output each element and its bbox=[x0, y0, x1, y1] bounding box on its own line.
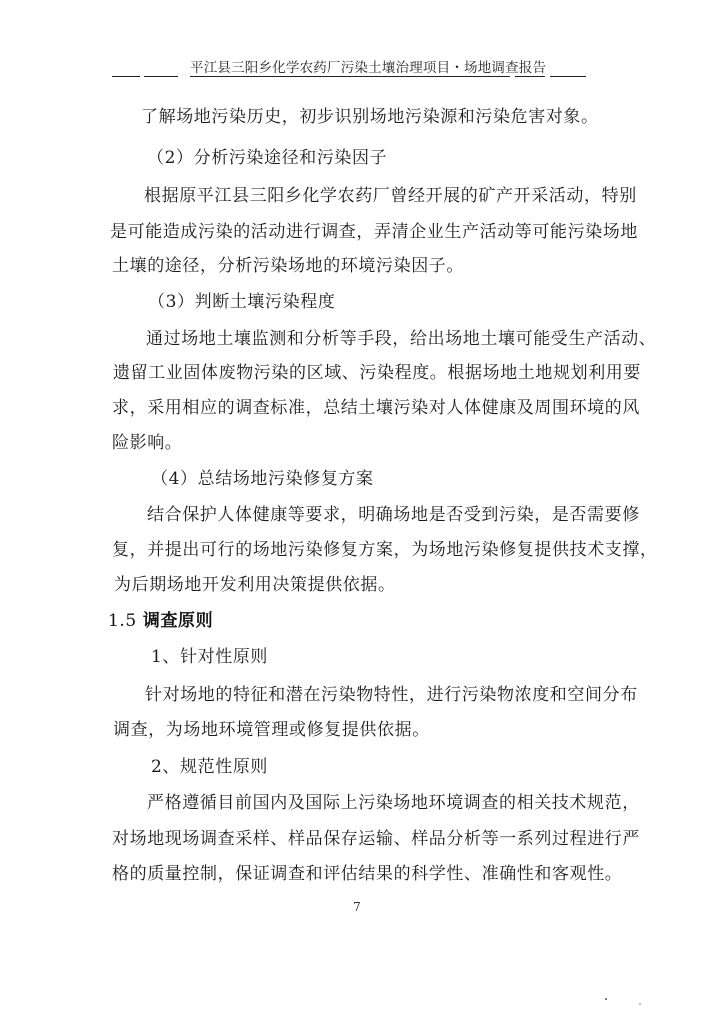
body-line: 求，采用相应的调查标准，总结土壤污染对人体健康及周围环境的风 bbox=[112, 398, 640, 418]
body-line: 通过场地土壤监测和分析等手段，给出场地土壤可能受生产活动、 bbox=[146, 329, 657, 349]
body-line: 针对场地的特征和潜在污染物特性，进行污染物浓度和空间分布 bbox=[145, 685, 638, 705]
body-line: 遗留工业固体废物污染的区域、污染程度。根据场地土地规划利用要 bbox=[113, 363, 641, 383]
body-line: 调查，为场地环境管理或修复提供依据。 bbox=[113, 720, 430, 740]
page-number: 7 bbox=[353, 900, 361, 914]
body-line: 为后期场地开发利用决策提供依据。 bbox=[114, 575, 396, 595]
section-title: 调查原则 bbox=[142, 611, 214, 631]
body-line: 对场地现场调查采样、样品保存运输、样品分析等一系列过程进行严 bbox=[112, 829, 640, 849]
subheading-line: 1、针对性原则 bbox=[151, 647, 269, 667]
body-line: 严格遵循目前国内及国际上污染场地环境调查的相关技术规范， bbox=[147, 793, 640, 813]
subheading-line: （4）总结场地污染修复方案 bbox=[151, 469, 374, 489]
body-line: 复，并提出可行的场地污染修复方案，为场地污染修复提供技术支撑， bbox=[112, 540, 658, 560]
running-header: 平江县三阳乡化学农药厂污染土壤治理项目・场地调查报告 bbox=[190, 60, 547, 76]
body-line: 根据原平江县三阳乡化学农药厂曾经开展的矿产开采活动，特别 bbox=[144, 186, 637, 206]
body-line: 结合保护人体健康等要求，明确场地是否受到污染，是否需要修 bbox=[147, 505, 640, 525]
section-number: 1.5 bbox=[108, 611, 137, 631]
body-line: 险影响。 bbox=[112, 433, 183, 453]
subheading-line: （2）分析污染途径和污染因子 bbox=[147, 148, 388, 168]
scan-speck bbox=[605, 998, 607, 1000]
subheading-line: （3）判断土壤污染程度 bbox=[148, 292, 336, 312]
scan-speck bbox=[639, 1003, 641, 1005]
subheading-line: 2、规范性原则 bbox=[151, 757, 269, 777]
body-line: 是可能造成污染的活动进行调查，弄清企业生产活动等可能污染场地 bbox=[110, 222, 638, 242]
body-line: 格的质量控制，保证调查和评估结果的科学性、准确性和客观性。 bbox=[112, 864, 623, 884]
body-line: 了解场地污染历史，初步识别场地污染源和污染危害对象。 bbox=[141, 107, 599, 127]
body-line: 土壤的途径，分析污染场地的环境污染因子。 bbox=[112, 256, 464, 276]
